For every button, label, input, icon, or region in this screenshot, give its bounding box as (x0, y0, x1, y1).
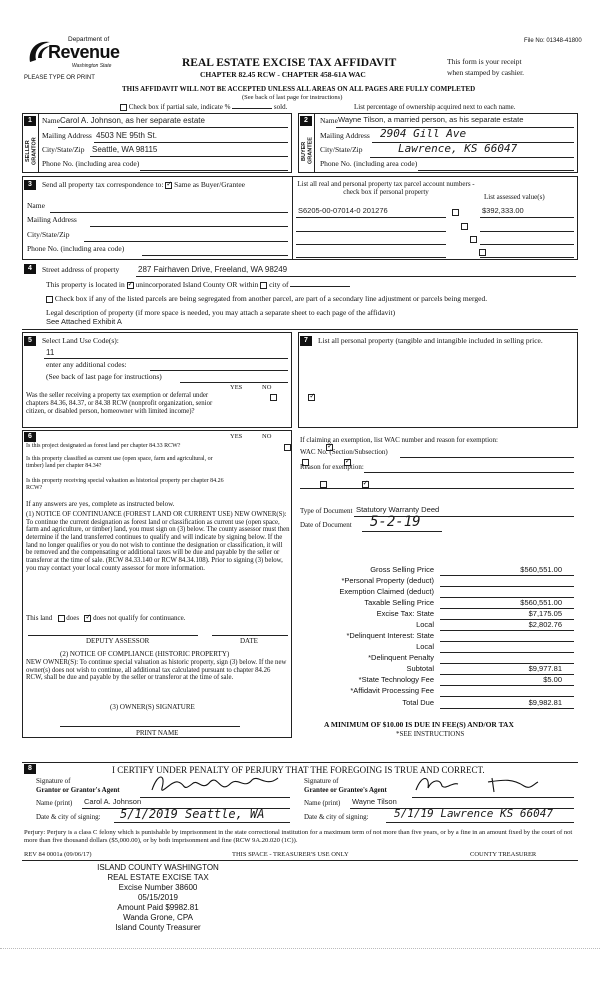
parcels-header: List all real and personal property tax parcel account numbers - check box if personal property (297, 180, 475, 197)
parcel-3-personal-checkbox[interactable] (470, 236, 477, 243)
notice-compliance-title: (2) NOTICE OF COMPLIANCE (HISTORIC PROPERTY) (60, 650, 230, 658)
parcel-number[interactable]: S6205-00-07014-0 201276 (298, 206, 388, 215)
subtotal-label: Subtotal (406, 664, 434, 673)
grantee-name-label: Name (print) (304, 799, 341, 807)
land-use-see-back: (See back of last page for instructions) (46, 372, 162, 381)
receipt-note-2: when stamped by cashier. (447, 68, 525, 77)
please-type: PLEASE TYPE OR PRINT (24, 75, 95, 81)
taxable-price[interactable]: $560,551.00 (520, 598, 562, 607)
section-3-number: 3 (24, 180, 36, 190)
s5-no-header: NO (262, 384, 272, 391)
historic-question: Is this property receiving special valuation as historical property per chapter 84.26 RCW? (26, 478, 224, 491)
city-of-input[interactable] (290, 286, 350, 287)
land-does-not-checkbox[interactable] (84, 615, 91, 622)
grantee-name[interactable]: Wayne Tilson (352, 797, 397, 806)
doc-type[interactable]: Statutory Warranty Deed (356, 505, 440, 514)
grantor-date-city[interactable]: 5/1/2019 Seattle, WA (120, 807, 265, 821)
seller-mailing-label: Mailing Address (42, 131, 92, 140)
parcel-2-personal-checkbox[interactable] (461, 223, 468, 230)
stamp-tax: REAL ESTATE EXCISE TAX (107, 873, 209, 882)
excise-state-label: Excise Tax: State (376, 609, 434, 618)
certify-statement: I CERTIFY UNDER PENALTY OF PERJURY THAT THE FOREGOING IS TRUE AND CORRECT. (112, 765, 485, 775)
file-number: File No: 01348-41800 (524, 38, 582, 44)
section-5-number: 5 (24, 336, 36, 346)
excise-local[interactable]: $2,802.76 (528, 620, 562, 629)
exemption-question: Was the seller receiving a property tax exemption or deferral under chapters 84.36, 84.37, or 84.38 RCW (nonprofit organization, senior citizen, or disabled person, homeowner with limited income)? (26, 392, 213, 415)
grantor-date-label: Date & city of signing: (36, 813, 101, 821)
minimum-due-note: A MINIMUM OF $10.00 IS DUE IN FEE(S) AND/OR TAX (324, 720, 514, 729)
partial-sale-row: Check box if partial sale, indicate % sold. (120, 103, 287, 111)
owner-signature-label: (3) OWNER(S) SIGNATURE (110, 703, 195, 711)
city-of-checkbox[interactable] (260, 282, 267, 289)
s5-yes-header: YES (230, 384, 243, 391)
grantor-sig-label-b: Grantor or Grantor's Agent (36, 786, 120, 794)
buyer-side-label: BUYER GRANTEE (301, 137, 314, 165)
seller-city[interactable]: Seattle, WA 98115 (92, 145, 158, 154)
see-back-header: (See back of last page for instructions) (242, 94, 343, 101)
segregated-checkbox[interactable] (46, 296, 53, 303)
notice-continuance: (1) NOTICE OF CONTINUANCE (FOREST LAND OR CURRENT USE) NEW OWNER(S): To continue the current designation as forest land or classification as current use (open space, farm and agriculture, or timber) land, you must sign on (3) below. The county assessor must then determine if the land transferred continues to qualify and will indicate by signing below. If the land no longer qualifies or you do not wish to continue the designation or classification, it will be removed and the compensating or additional taxes will be due and payable by the seller or transferor at the time of sale. (RCW 84.33.140 or RCW 84.34.108). Prior to signing (3) below, you may contact your local county assessor for more information. (26, 511, 290, 572)
grantee-date-city[interactable]: 5/1/19 Lawrence KS 66047 (394, 807, 553, 820)
s6-yes-header: YES (230, 433, 243, 440)
gross-price[interactable]: $560,551.00 (520, 565, 562, 574)
street-label: Street address of property (42, 265, 120, 274)
section-2-number: 2 (300, 116, 312, 126)
forest-land-question: Is this project designated as forest land per chapter 84.33 RCW? (26, 443, 181, 449)
doc-date-label: Date of Document (300, 521, 352, 529)
s6-no-header: NO (262, 433, 272, 440)
property-street[interactable]: 287 Fairhaven Drive, Freeland, WA 98249 (138, 265, 288, 274)
stamp-treasurer: Island County Treasurer (115, 923, 201, 932)
unincorporated-checkbox[interactable] (127, 282, 134, 289)
buyer-city-label: City/State/Zip (320, 145, 363, 154)
delinquent-penalty-label: *Delinquent Penalty (368, 653, 434, 662)
buyer-name[interactable]: Wayne Tilson, a married person, as his separate estate (338, 115, 524, 124)
historic-yes-checkbox[interactable] (320, 481, 327, 488)
grantee-date-label: Date & city of signing: (304, 813, 369, 821)
section3-mailing-label: Mailing Address (27, 215, 77, 224)
historic-no-checkbox[interactable] (362, 481, 369, 488)
wac-number-label: WAC No. (Section/Subsection) (300, 448, 388, 456)
buyer-city[interactable]: Lawrence, KS 66047 (398, 142, 518, 155)
section-8-number: 8 (24, 764, 36, 774)
parcel-4-personal-checkbox[interactable] (479, 249, 486, 256)
dor-logo (26, 36, 126, 78)
segregated-row: Check box if any of the listed parcels are being segregated from another parcel, are part of a secondary line adjustment or parcels being merged. (46, 295, 487, 304)
stamp-county: ISLAND COUNTY WASHINGTON (97, 863, 219, 872)
section3-city-label: City/State/Zip (27, 230, 70, 239)
send-to-row: Send all property tax correspondence to: ✓ Same as Buyer/Grantee (42, 181, 245, 190)
exemption-claim-label: If claiming an exemption, list WAC number and reason for exemption: (300, 436, 498, 444)
grantor-signature[interactable] (148, 770, 288, 798)
dor-revenue-word: Revenue (48, 42, 120, 62)
gross-price-label: Gross Selling Price (370, 565, 434, 574)
treasurer-stamp (78, 863, 238, 933)
notice-compliance: NEW OWNER(S): To continue special valuation as historic property, sign (3) below. If the new owner(s) does not wish to continue, all additional tax calculated pursuant to chapter 84.26 RCW, shall be due and payable by the seller or transferor at the time of sale. (26, 659, 287, 682)
seller-name[interactable]: Carol A. Johnson, as her separate estate (60, 116, 205, 125)
seller-side-label: SELLER GRANTOR (25, 137, 38, 165)
other-codes-label: enter any additional codes: (46, 360, 127, 369)
affidavit-fee-label: *Affidavit Processing Fee (350, 686, 434, 695)
perjury-note: Perjury: Perjury is a class C felony which is punishable by imprisonment in the state correctional institution for a maximum term of not more than five years, or by a fine in an amount fixed by the court of not more than five thousand dollars ($5,000.00), or by both imprisonment and fine (RCW 9A.20.020 (1C)). (24, 829, 573, 844)
land-qualify-row: This land does ✓ does not qualify for continuance. (26, 614, 185, 622)
total-due[interactable]: $9,982.81 (528, 698, 562, 707)
treasurer-use-only: THIS SPACE - TREASURER'S USE ONLY (232, 851, 349, 858)
county-treasurer-label: COUNTY TREASURER (470, 851, 537, 858)
form-chapter: CHAPTER 82.45 RCW - CHAPTER 458-61A WAC (200, 70, 366, 79)
section3-phone-label: Phone No. (including area code) (27, 244, 125, 253)
doc-type-label: Type of Document (300, 507, 353, 515)
exemption-deduct-label: Exemption Claimed (deduct) (339, 587, 434, 596)
forest-yes-checkbox[interactable] (284, 444, 291, 451)
delinquent-state-label: *Delinquent Interest: State (346, 631, 434, 640)
deputy-assessor-label: DEPUTY ASSESSOR (86, 637, 150, 645)
land-does-checkbox[interactable] (58, 615, 65, 622)
delinquent-local-label: Local (416, 642, 434, 651)
legal-description[interactable]: See Attached Exhibit A (46, 317, 122, 326)
grantor-name-label: Name (print) (36, 799, 73, 807)
print-name-label: PRINT NAME (136, 729, 179, 737)
personal-property-deduct-label: *Personal Property (deduct) (341, 576, 434, 585)
tech-fee-label: *State Technology Fee (358, 675, 434, 684)
buyer-phone-label: Phone No. (including area code) (320, 159, 418, 168)
buyer-mailing[interactable]: 2904 Gill Ave (380, 127, 467, 140)
see-instructions: *SEE INSTRUCTIONS (396, 730, 465, 738)
excise-local-label: Local (416, 620, 434, 629)
assessed-header: List assessed value(s) (484, 193, 545, 201)
land-use-label: Select Land Use Code(s): (42, 336, 119, 345)
dor-state: Washington State (72, 63, 112, 69)
exemption-reason-label: Reason for exemption: (300, 463, 364, 471)
section-1-number: 1 (24, 116, 36, 126)
same-as-buyer-checkbox[interactable] (165, 182, 172, 189)
section-6-number: 6 (24, 432, 36, 442)
assessed-value[interactable]: $392,333.00 (482, 206, 524, 215)
land-use-code[interactable]: 11 (46, 348, 55, 357)
doc-date[interactable]: 5-2-19 (370, 514, 421, 530)
stamp-amount: Amount Paid $9982.81 (117, 903, 199, 912)
section-6-box (22, 430, 292, 738)
subtotal[interactable]: $9,977.81 (528, 664, 562, 673)
stamp-excise-number: Excise Number 38600 (118, 883, 198, 892)
section-7-box (298, 332, 578, 428)
form-revision: REV 84 0001a (09/06/17) (24, 851, 92, 858)
located-row: This property is located in ✓ unincorporated Island County OR within city of (46, 281, 350, 290)
assessor-date-label: DATE (240, 637, 258, 645)
legal-description-label: Legal description of property (if more space is needed, you may attach a separate sheet to each page of the affidavit) (46, 308, 396, 317)
total-due-label: Total Due (402, 698, 434, 707)
tech-fee[interactable]: $5.00 (543, 675, 562, 684)
seller-mailing[interactable]: 4503 NE 95th St. (96, 131, 157, 140)
dor-department: Department of (68, 36, 110, 43)
current-use-question: Is this property classified as current use (open space, farm and agricultural, or timber) land per chapter 84.34? (26, 456, 213, 469)
personal-property-label: List all personal property (tangible and intangible included in selling price. (318, 336, 543, 345)
excise-state[interactable]: $7,175.05 (528, 609, 562, 618)
grantor-sig-label-a: Signature of (36, 777, 71, 785)
partial-sale-checkbox[interactable] (120, 104, 127, 111)
grantee-signature[interactable] (412, 770, 542, 796)
section3-name-label: Name (27, 201, 45, 210)
stamp-date: 05/15/2019 (137, 893, 179, 902)
parcel-1-personal-checkbox[interactable] (452, 209, 459, 216)
acceptance-warning: THIS AFFIDAVIT WILL NOT BE ACCEPTED UNLESS ALL AREAS ON ALL PAGES ARE FULLY COMPLETED (122, 85, 476, 93)
grantee-sig-label-b: Grantee or Grantee's Agent (304, 786, 387, 794)
seller-city-label: City/State/Zip (42, 145, 85, 154)
taxable-price-label: Taxable Selling Price (364, 598, 434, 607)
s5-yes-checkbox[interactable] (270, 394, 277, 401)
stamp-signer: Wanda Grone, CPA (123, 913, 193, 922)
seller-name-label: Name (42, 116, 60, 125)
section-4-number: 4 (24, 264, 36, 274)
if-yes-note: If any answers are yes, complete as instructed below. (26, 500, 175, 508)
partial-sale-percent-input[interactable] (232, 108, 272, 109)
grantor-name[interactable]: Carol A. Johnson (84, 797, 142, 806)
grantee-sig-label-a: Signature of (304, 777, 339, 785)
percentage-note: List percentage of ownership acquired next to each name. (354, 103, 516, 111)
buyer-mailing-label: Mailing Address (320, 131, 370, 140)
form-title: REAL ESTATE EXCISE TAX AFFIDAVIT (182, 57, 397, 69)
section-7-number: 7 (300, 336, 312, 346)
buyer-name-label: Name (320, 116, 338, 125)
scan-edge (0, 948, 600, 949)
receipt-note-1: This form is your receipt (447, 57, 522, 66)
seller-phone-label: Phone No. (including area code) (42, 159, 140, 168)
